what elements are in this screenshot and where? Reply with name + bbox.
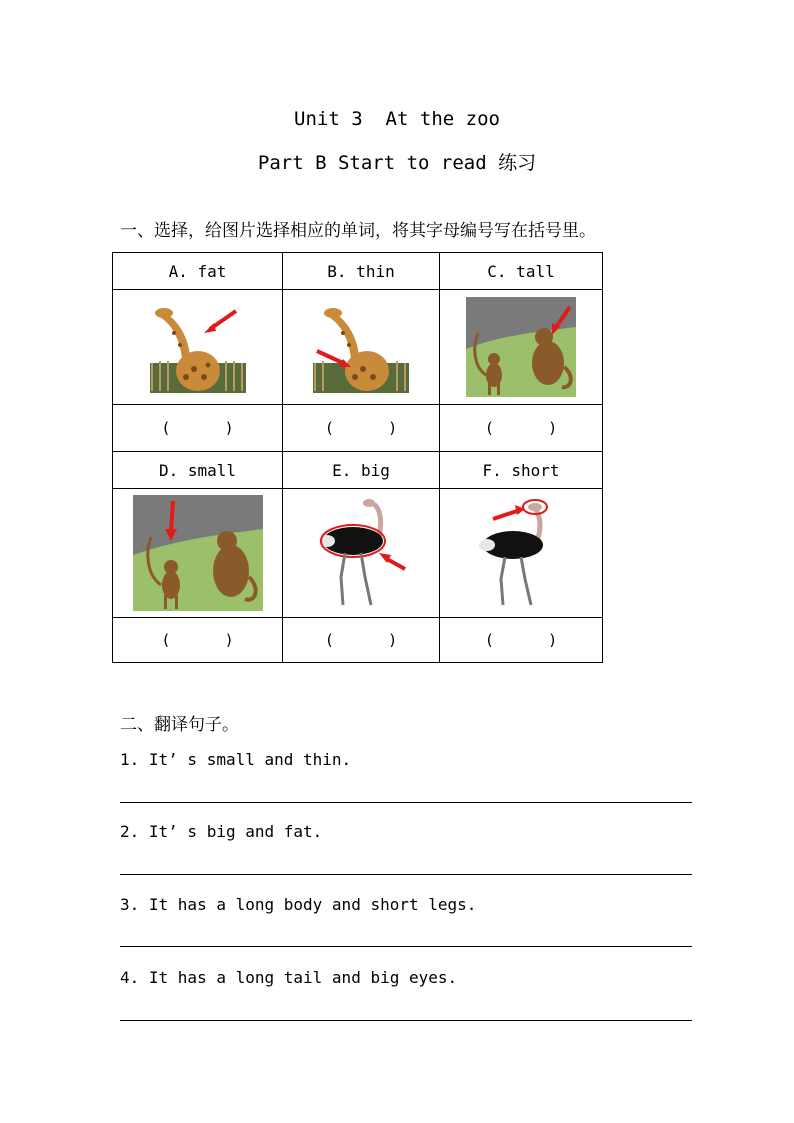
answer-line-3[interactable] (120, 946, 692, 947)
answer-slot-3[interactable]: ( ) (440, 405, 603, 452)
answer-slot-1[interactable]: ( ) (113, 405, 283, 452)
answer-slot-6[interactable]: ( ) (440, 618, 603, 663)
option-b: B. thin (283, 253, 440, 290)
sentence-4: 4. It has a long tail and big eyes. (120, 968, 458, 987)
worksheet-subtitle: Part B Start to read 练习 (257, 152, 537, 174)
sentence-2: 2. It’ s big and fat. (120, 822, 323, 841)
monkey-small-arrow-icon (133, 495, 263, 611)
answer-line-1[interactable] (120, 802, 692, 803)
option-a: A. fat (113, 253, 283, 290)
picture-cell-3 (440, 290, 603, 405)
giraffe-body-arrow-icon (313, 301, 409, 393)
picture-cell-6 (440, 489, 603, 618)
picture-cell-4 (113, 489, 283, 618)
answer-slot-2[interactable]: ( ) (283, 405, 440, 452)
ostrich-body-arrow-icon (313, 497, 409, 609)
choice-table (112, 252, 603, 663)
answer-line-4[interactable] (120, 1020, 692, 1021)
answer-slot-4[interactable]: ( ) (113, 618, 283, 663)
sentence-3: 3. It has a long body and short legs. (120, 895, 477, 914)
picture-cell-2 (283, 290, 440, 405)
worksheet-title: Unit 3 At the zoo (294, 108, 500, 130)
picture-cell-1 (113, 290, 283, 405)
ostrich-head-arrow-icon (473, 497, 569, 609)
sentence-1: 1. It’ s small and thin. (120, 750, 352, 769)
monkey-big-arrow-icon (466, 297, 576, 397)
option-e: E. big (283, 452, 440, 489)
answer-line-2[interactable] (120, 874, 692, 875)
option-c: C. tall (440, 253, 603, 290)
section-1-heading: 一、选择，给图片选择相应的单词，将其字母编号写在括号里。 (120, 221, 596, 241)
answer-slot-5[interactable]: ( ) (283, 618, 440, 663)
giraffe-neck-arrow-icon (150, 301, 246, 393)
option-d: D. small (113, 452, 283, 489)
picture-cell-5 (283, 489, 440, 618)
option-f: F. short (440, 452, 603, 489)
section-2-heading: 二、翻译句子。 (120, 715, 239, 735)
